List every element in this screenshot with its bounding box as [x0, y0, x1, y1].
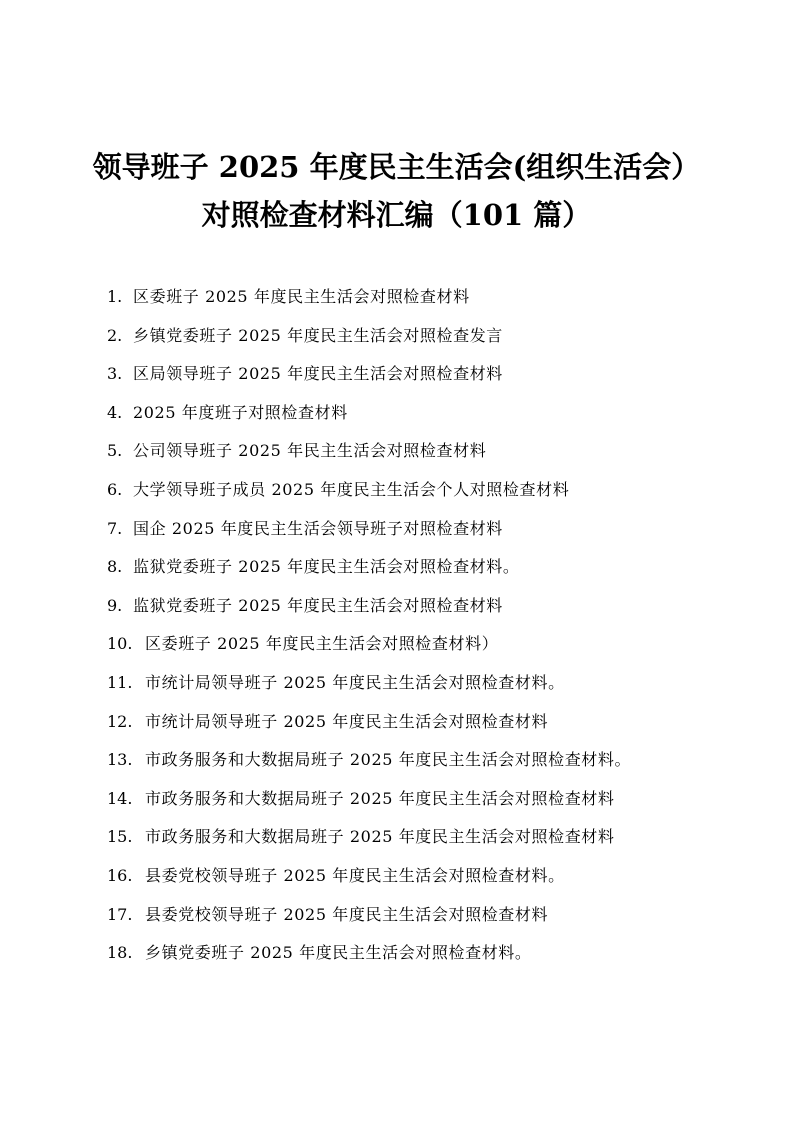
list-item-number: 8. — [107, 557, 123, 577]
list-item-text: 市统计局领导班子 2025 年度民主生活会对照检查材料。 — [145, 672, 565, 692]
list-item — [107, 863, 631, 902]
list-item-text: 县委党校领导班子 2025 年度民主生活会对照检查材料。 — [145, 865, 565, 885]
list-item — [107, 709, 631, 748]
list-item-number: 13. — [107, 750, 133, 770]
list-item-number: 14. — [107, 788, 133, 808]
list-item — [107, 477, 631, 516]
document-title-line2: 对照检查材料汇编（101 篇） — [201, 198, 592, 232]
list-item-text: 乡镇党委班子 2025 年度民主生活会对照检查发言 — [133, 325, 503, 345]
list-item-number: 17. — [107, 904, 133, 924]
list-item-text: 市政务服务和大数据局班子 2025 年度民主生活会对照检查材料 — [145, 827, 615, 847]
list-item-number: 4. — [107, 402, 123, 422]
list-item — [107, 554, 631, 593]
list-item — [107, 940, 631, 979]
list-item-number: 5. — [107, 441, 123, 461]
list-item-number: 15. — [107, 827, 133, 847]
list-item — [107, 323, 631, 362]
list-item — [107, 747, 631, 786]
list-item-text: 乡镇党委班子 2025 年度民主生活会对照检查材料。 — [145, 943, 532, 963]
list-item-number: 10. — [107, 634, 133, 654]
list-item — [107, 593, 631, 632]
list-item — [107, 631, 631, 670]
list-item-text: 县委党校领导班子 2025 年度民主生活会对照检查材料 — [145, 904, 549, 924]
list-item — [107, 824, 631, 863]
list-item-number: 16. — [107, 865, 133, 885]
list-item — [107, 438, 631, 477]
list-item — [107, 361, 631, 400]
list-item-text: 市统计局领导班子 2025 年度民主生活会对照检查材料 — [145, 711, 549, 731]
list-item-text: 区局领导班子 2025 年度民主生活会对照检查材料 — [133, 364, 503, 384]
list-item — [107, 516, 631, 555]
list-item-number: 9. — [107, 595, 123, 615]
list-item-number: 18. — [107, 943, 133, 963]
list-item-text: 监狱党委班子 2025 年度民主生活会对照检查材料。 — [133, 557, 520, 577]
table-of-contents — [107, 284, 631, 979]
list-item-text: 2025 年度班子对照检查材料 — [133, 402, 348, 422]
list-item-number: 6. — [107, 479, 123, 499]
list-item-text: 市政务服务和大数据局班子 2025 年度民主生活会对照检查材料 — [145, 788, 615, 808]
list-item-number: 11. — [107, 672, 133, 692]
list-item-number: 2. — [107, 325, 123, 345]
list-item-text: 大学领导班子成员 2025 年度民主生活会个人对照检查材料 — [133, 479, 570, 499]
list-item-number: 7. — [107, 518, 123, 538]
list-item-number: 12. — [107, 711, 133, 731]
document-title-line1: 领导班子 2025 年度民主生活会(组织生活会） — [92, 150, 701, 184]
list-item-text: 监狱党委班子 2025 年度民主生活会对照检查材料 — [133, 595, 503, 615]
list-item — [107, 786, 631, 825]
list-item — [107, 902, 631, 941]
list-item-text: 国企 2025 年度民主生活会领导班子对照检查材料 — [133, 518, 503, 538]
list-item-number: 3. — [107, 364, 123, 384]
list-item — [107, 400, 631, 439]
list-item-text: 市政务服务和大数据局班子 2025 年度民主生活会对照检查材料。 — [145, 750, 632, 770]
list-item — [107, 670, 631, 709]
list-item-text: 区委班子 2025 年度民主生活会对照检查材料 — [133, 287, 470, 306]
list-item — [107, 284, 631, 323]
list-item-number: 1. — [107, 287, 123, 306]
list-item-text: 公司领导班子 2025 年民主生活会对照检查材料 — [133, 441, 487, 461]
list-item-text: 区委班子 2025 年度民主生活会对照检查材料） — [145, 634, 499, 654]
